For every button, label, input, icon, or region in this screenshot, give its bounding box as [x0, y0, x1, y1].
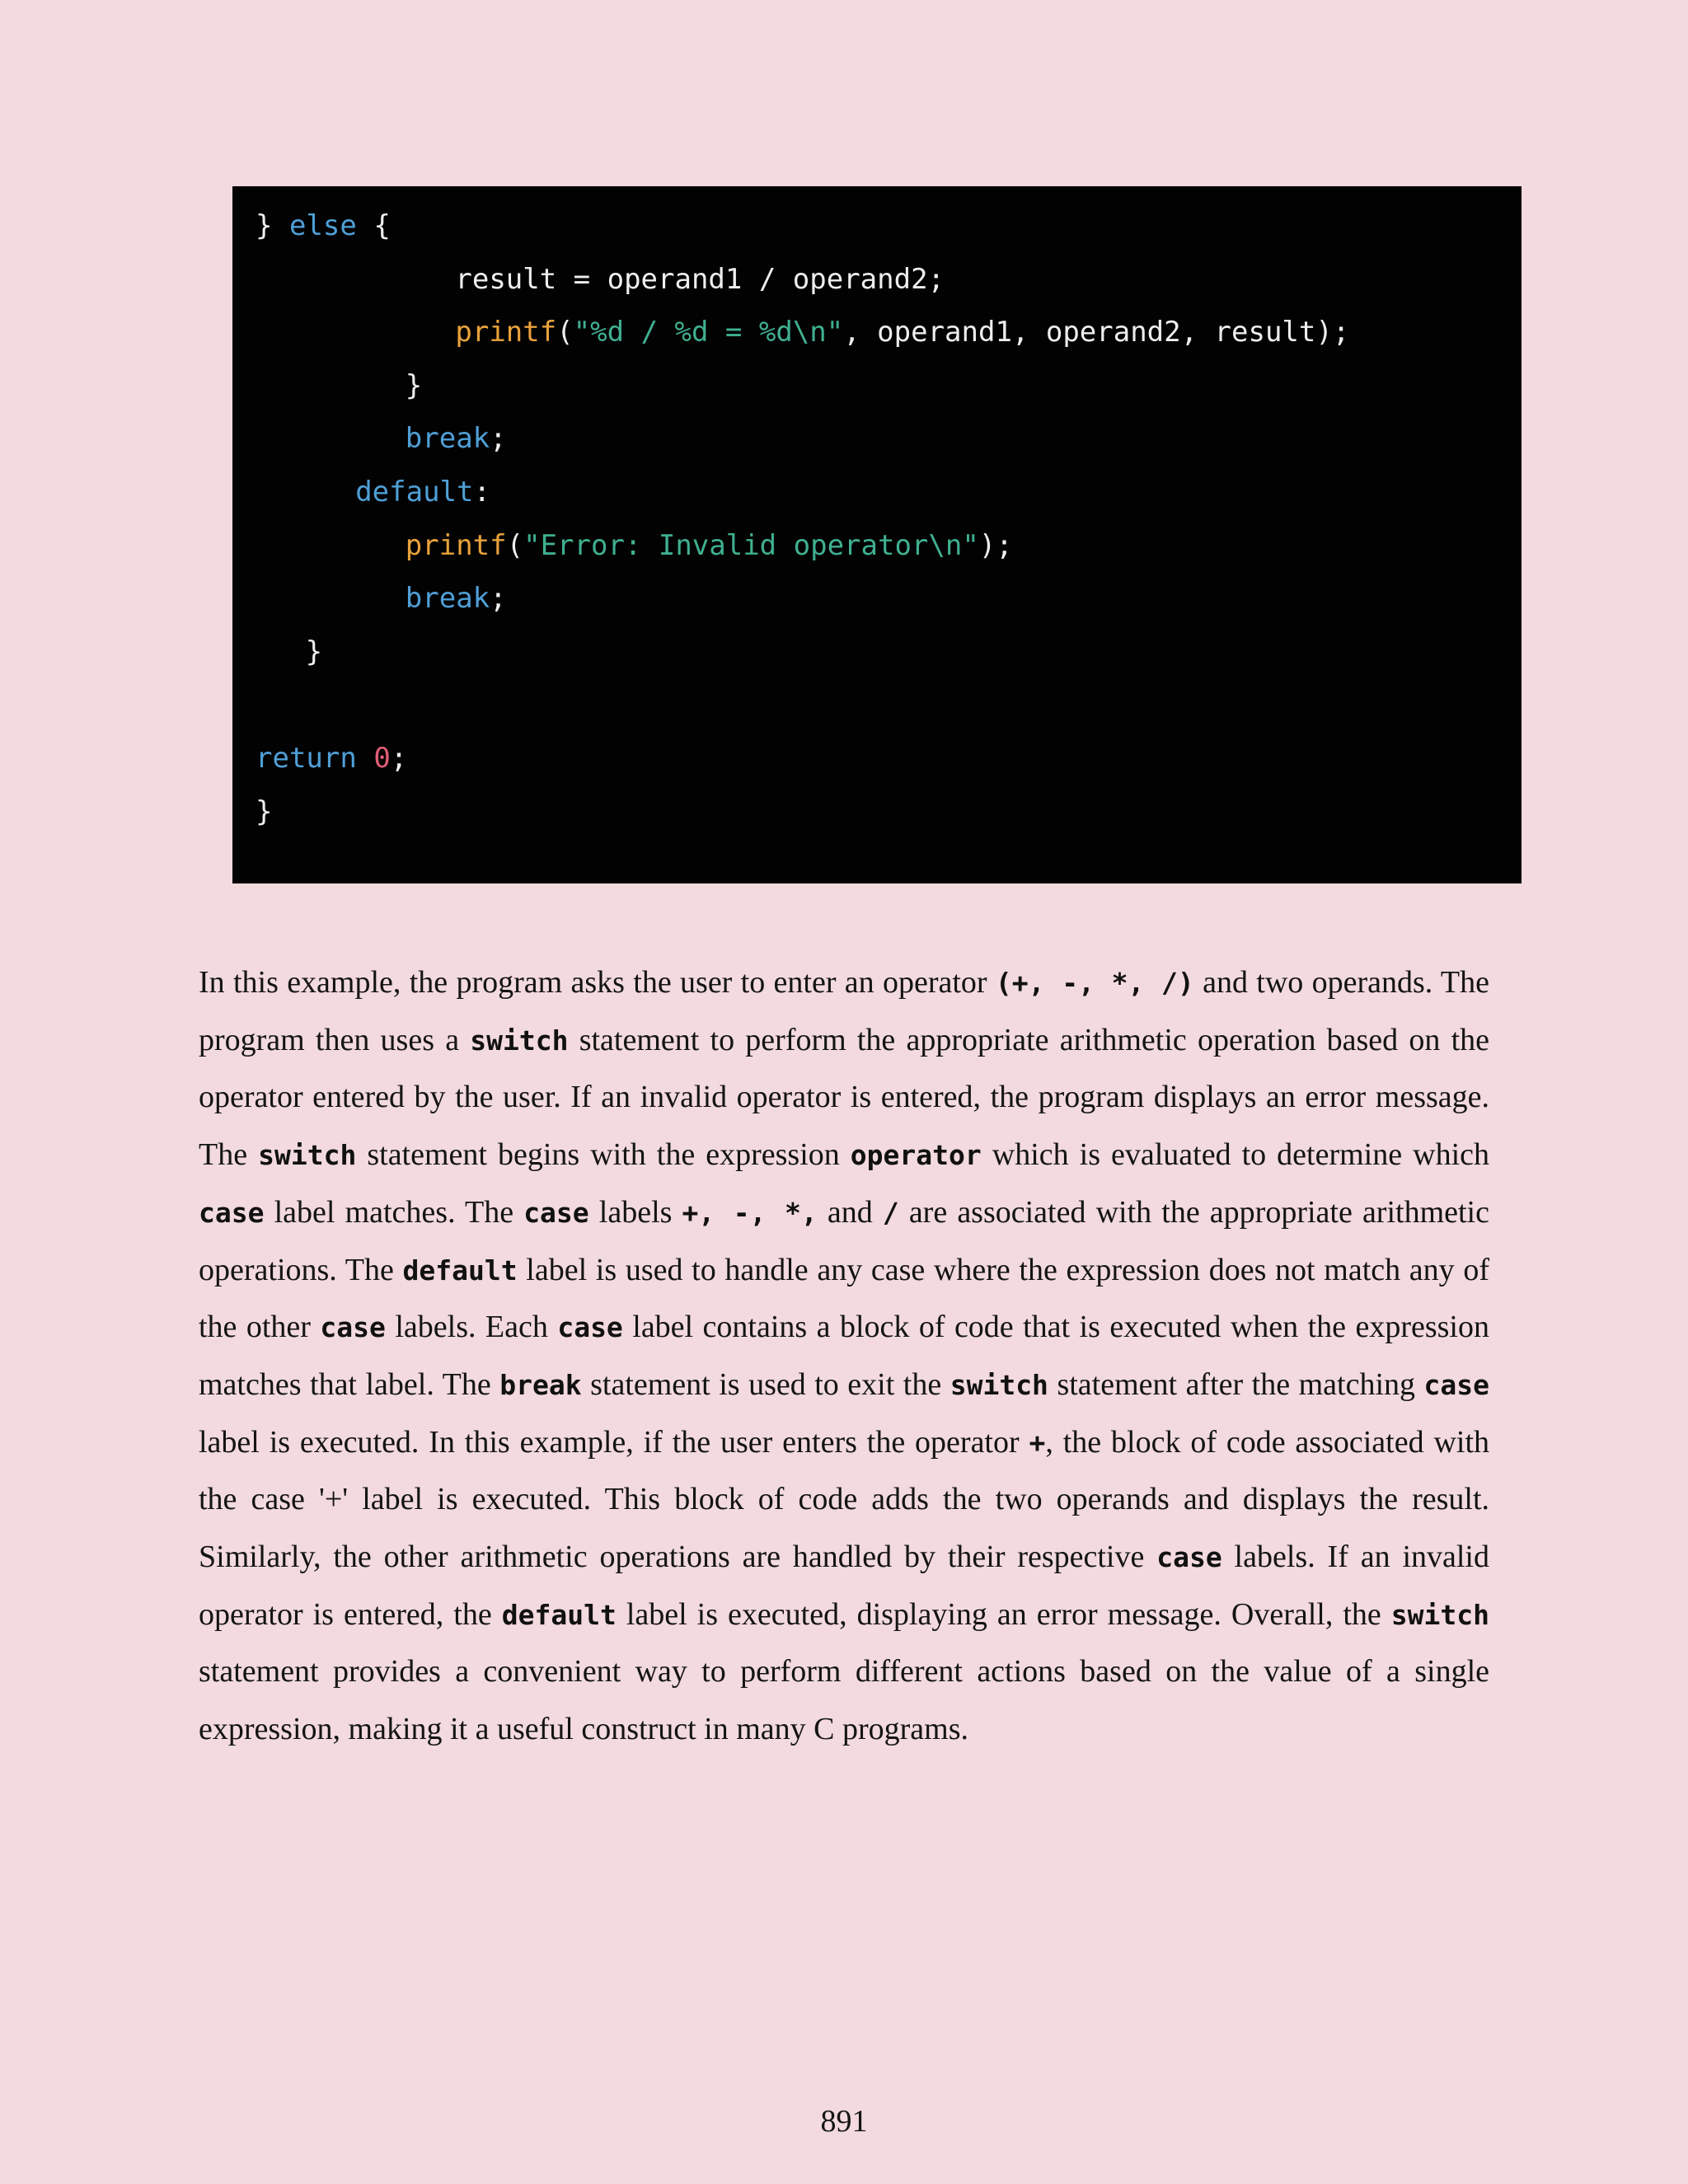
text-segment: labels. If an invalid operator is entered, the: [199, 1540, 1489, 1632]
text-segment: labels. Each: [385, 1310, 558, 1345]
code-token: break: [405, 582, 490, 616]
code-line: [232, 678, 1522, 732]
code-line: [232, 199, 1522, 253]
inline-code: (+, -, *, /): [995, 967, 1194, 999]
code-line: [232, 519, 1522, 573]
inline-code: case: [199, 1196, 265, 1229]
code-token: else: [288, 209, 357, 242]
code-line: [232, 253, 1522, 307]
inline-code: case: [557, 1311, 623, 1344]
code-token: printf: [455, 316, 557, 349]
code-token: );: [978, 528, 1013, 562]
code-token: }: [305, 635, 323, 668]
inline-code: operator: [850, 1139, 982, 1172]
code-line: [232, 412, 1522, 466]
text-segment: statement is used to exit the: [581, 1366, 950, 1402]
code-line: [232, 466, 1522, 519]
code-token: }: [405, 368, 423, 402]
code-token: return: [256, 741, 357, 775]
code-token: ;: [490, 422, 507, 456]
text-segment: label matches. The: [264, 1194, 524, 1230]
code-token: 0: [373, 741, 391, 775]
code-line: [232, 785, 1522, 839]
inline-code: +: [1029, 1426, 1046, 1459]
inline-code: switch: [1390, 1598, 1489, 1631]
inline-code: case: [320, 1311, 386, 1344]
inline-code: /: [882, 1196, 899, 1229]
inline-code: break: [499, 1368, 582, 1401]
text-segment: statement after the matching: [1048, 1366, 1424, 1402]
code-token: default: [355, 475, 474, 509]
text-segment: label is executed. In this example, if the user enters the operator: [199, 1424, 1029, 1460]
page-number: 891: [820, 2104, 868, 2139]
inline-code: switch: [950, 1368, 1048, 1401]
code-line: [232, 306, 1522, 359]
code-token: (: [556, 316, 574, 349]
text-segment: and: [817, 1194, 883, 1230]
text-segment: In this example, the program asks the user to enter an operator: [199, 965, 996, 1000]
text-segment: statement begins with the expression: [356, 1137, 851, 1173]
inline-code: case: [523, 1196, 589, 1229]
inline-code: default: [501, 1598, 617, 1631]
text-segment: label contains a block of code that is executed when the expression matches that label. The: [199, 1310, 1489, 1402]
code-block: [232, 186, 1522, 883]
body-paragraph: [199, 954, 1489, 1759]
text-segment: labels: [588, 1194, 682, 1230]
text-segment: , the block of code associated with the case '+' label is executed. This block of code adds the two operands and displays the result. Similarly, the other arithmetic operations are handled by their respective: [199, 1424, 1490, 1575]
code-token: ;: [490, 582, 507, 616]
text-segment: label is executed, displaying an error message. Overall, the: [616, 1596, 1391, 1632]
inline-code: switch: [470, 1024, 569, 1057]
text-segment: statement provides a convenient way to perform different actions based on the value of a single expression, making it a useful construct in many C programs.: [199, 1654, 1489, 1747]
code-token: (: [506, 528, 524, 562]
inline-code: case: [1156, 1541, 1222, 1574]
code-token: "%d / %d = %d\n": [573, 316, 844, 349]
inline-code: +, -, *,: [682, 1196, 818, 1229]
text-segment: and two operands. The program then uses a: [199, 965, 1489, 1057]
text-segment: are associated with the appropriate arithmetic operations. The: [199, 1194, 1489, 1287]
text-segment: statement to perform the appropriate arithmetic operation based on the operator entered by the user. If an invalid operator is entered, the program displays an error message. The: [199, 1022, 1490, 1173]
code-token: :: [473, 475, 490, 509]
code-token: break: [405, 422, 490, 456]
code-line: [232, 732, 1522, 785]
code-line: [232, 572, 1522, 626]
code-token: [357, 742, 373, 775]
code-line: [232, 359, 1522, 413]
code-token: }: [256, 794, 273, 828]
code-token: printf: [405, 528, 507, 562]
inline-code: default: [402, 1254, 518, 1286]
inline-code: case: [1423, 1368, 1489, 1401]
code-line: [232, 626, 1522, 679]
code-token: result = operand1 / operand2;: [455, 262, 945, 296]
code-token: "Error: Invalid operator\n": [523, 528, 979, 562]
text-segment: label is used to handle any case where the expression does not match any of the other: [199, 1252, 1489, 1345]
code-token: {: [356, 209, 391, 242]
code-token: ;: [390, 741, 408, 775]
text-segment: which is evaluated to determine which: [981, 1137, 1489, 1173]
inline-code: switch: [258, 1139, 357, 1172]
code-token: }: [256, 209, 289, 242]
code-token: , operand1, operand2, result);: [843, 316, 1350, 349]
